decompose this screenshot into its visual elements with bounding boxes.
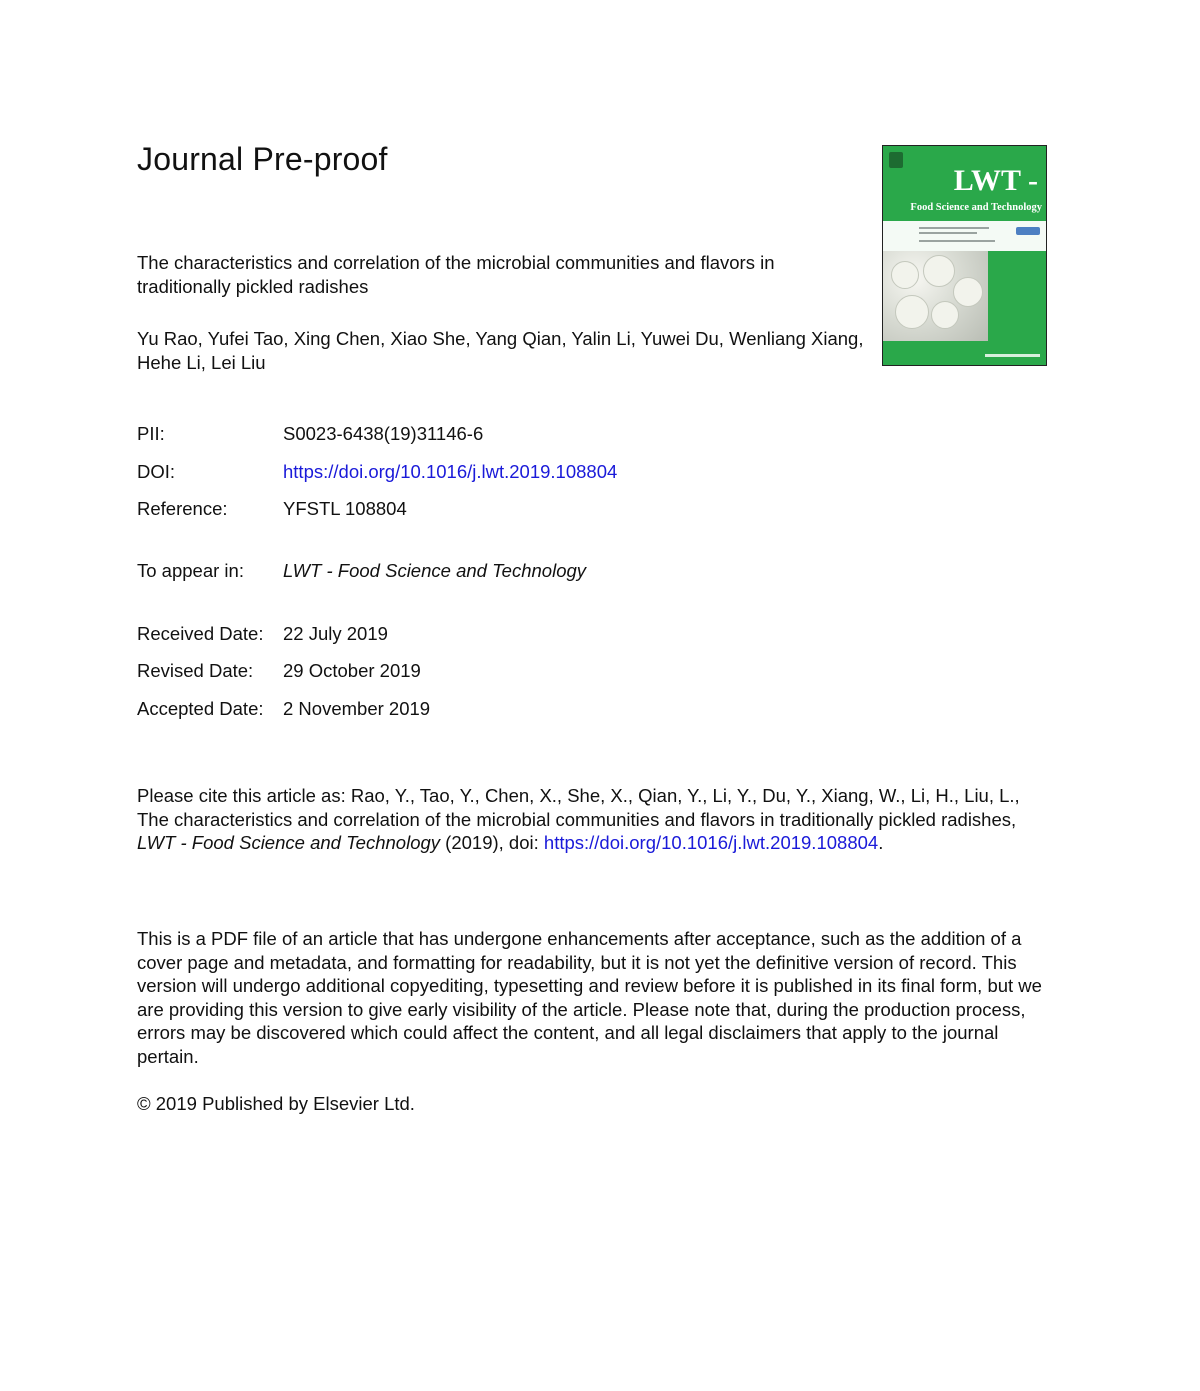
meta-doi-row: [137, 460, 617, 484]
citation-text: Please cite this article as: Rao, Y., Tao, Y., Chen, X., She, X., Qian, Y., Li, Y., Du, Y., Xiang, W., Li, H., Liu, L., The characteristics and correlation of the microbial communities and flavors in traditionally pickled radishes,: [137, 785, 1020, 830]
cover-photo-radish-slices: [883, 251, 988, 341]
meta-received-label: Received Date:: [137, 623, 264, 644]
page-title: Journal Pre-proof: [137, 141, 388, 177]
citation-suffix: .: [878, 832, 884, 853]
citation-middle: (2019), doi:: [440, 832, 544, 853]
sciencedirect-badge-icon: [1016, 227, 1040, 235]
copyright-notice: © 2019 Published by Elsevier Ltd.: [137, 1093, 415, 1114]
meta-accepted-row: [137, 697, 430, 721]
article-title: The characteristics and correlation of the microbial communities and flavors in traditionally pickled radishes: [137, 252, 775, 297]
cover-journal-title: LWT -: [953, 164, 1038, 197]
meta-appear-value: LWT - Food Science and Technology: [283, 560, 587, 581]
citation-paragraph: [137, 784, 1037, 855]
meta-doi-label: DOI:: [137, 461, 176, 482]
article-authors: Yu Rao, Yufei Tao, Xing Chen, Xiao She, Yang Qian, Yalin Li, Yuwei Du, Wenliang Xiang, Hehe Li, Lei Liu: [137, 328, 864, 373]
meta-revised-row: [137, 659, 421, 683]
citation-doi-link[interactable]: https://doi.org/10.1016/j.lwt.2019.108804: [543, 832, 879, 853]
meta-reference-row: [137, 497, 407, 521]
meta-appear-row: [137, 559, 586, 583]
meta-revised-label: Revised Date:: [137, 660, 254, 681]
meta-reference-value: YFSTL 108804: [283, 498, 407, 519]
doi-link[interactable]: https://doi.org/10.1016/j.lwt.2019.108804: [283, 461, 618, 482]
citation-journal: LWT - Food Science and Technology: [137, 832, 441, 853]
meta-received-value: 22 July 2019: [283, 623, 388, 644]
meta-revised-value: 29 October 2019: [283, 660, 421, 681]
cover-info-strip: [883, 221, 1046, 251]
meta-pii-value: S0023-6438(19)31146-6: [283, 423, 484, 444]
elsevier-logo-icon: [889, 152, 903, 168]
cover-journal-subtitle: Food Science and Technology: [910, 202, 1042, 213]
preproof-notice: This is a PDF file of an article that has undergone enhancements after acceptance, such as the addition of a cover page and metadata, and formatting for readability, but it is not yet the definitive version of record. This version will undergo additional copyediting, typesetting and review before it is published in its final form, but we are providing this version to give early visibility of the article. Please note that, during the production process, errors may be discovered which could affect the content, and all legal disclaimers that apply to the journal pertain.: [137, 928, 1042, 1067]
meta-reference-label: Reference:: [137, 498, 228, 519]
cover-footer-line: [985, 354, 1040, 357]
meta-received-row: [137, 622, 388, 646]
meta-accepted-value: 2 November 2019: [283, 698, 431, 719]
meta-appear-label: To appear in:: [137, 560, 244, 581]
meta-pii-row: [137, 422, 483, 446]
meta-accepted-label: Accepted Date:: [137, 698, 264, 719]
meta-pii-label: PII:: [137, 423, 165, 444]
journal-cover-image: [882, 145, 1047, 366]
